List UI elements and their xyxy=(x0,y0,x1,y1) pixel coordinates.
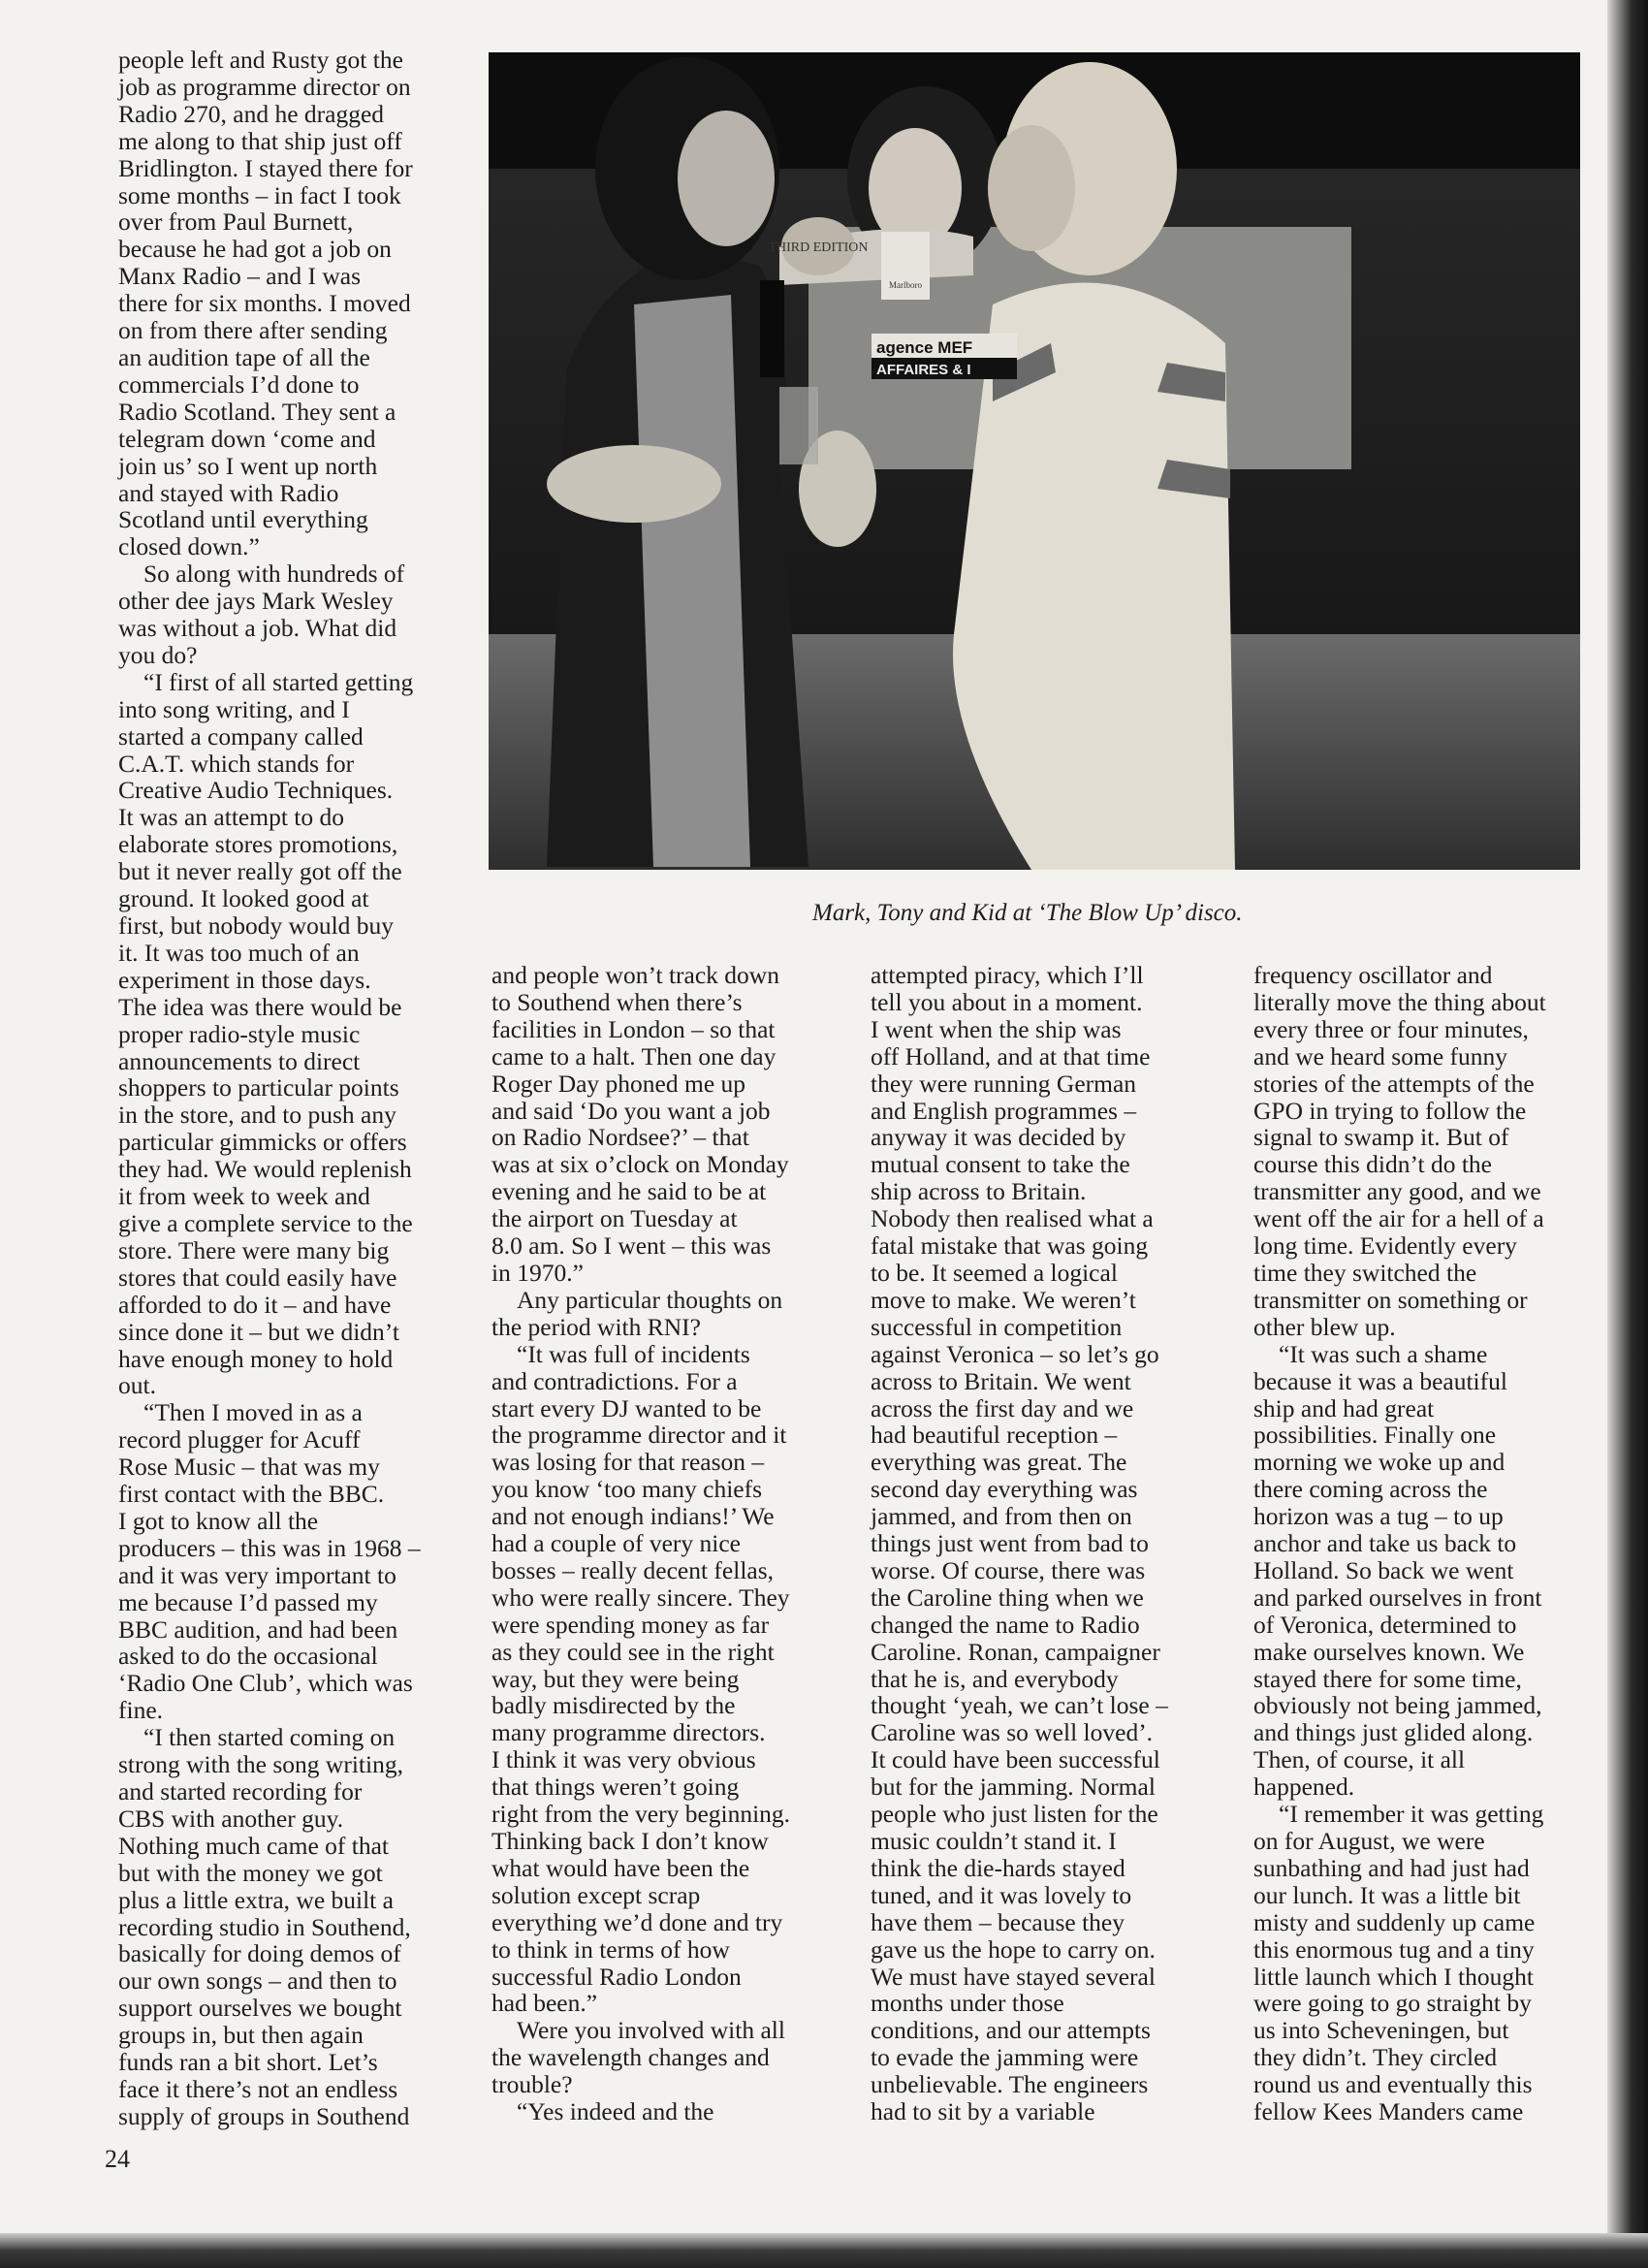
text-line: and stayed with Radio xyxy=(118,478,339,507)
text-line: months under those xyxy=(871,1989,1064,2018)
text-line: it from week to week and xyxy=(118,1182,370,1211)
page-number: 24 xyxy=(105,2145,130,2173)
text-line: transmitter on something or xyxy=(1253,1285,1528,1314)
text-line: it. It was too much of an xyxy=(118,938,360,967)
text-line: on for August, we were xyxy=(1253,1827,1485,1855)
text-line: they were running German xyxy=(871,1069,1137,1098)
text-line: elaborate stores promotions, xyxy=(118,830,398,859)
paragraph xyxy=(1253,962,1546,1341)
text-line: the period with RNI? xyxy=(491,1312,701,1341)
text-line: sunbathing and had just had xyxy=(1253,1853,1530,1882)
text-line: start every DJ wanted to be xyxy=(491,1393,762,1422)
text-line: fatal mistake that was going xyxy=(871,1231,1149,1261)
text-line: on Radio Nordsee?’ – that xyxy=(491,1123,749,1152)
photo-three-men-at-bar xyxy=(489,52,1580,870)
text-line: anyway it was decided by xyxy=(871,1123,1126,1152)
text-line: Bridlington. I stayed there for xyxy=(118,153,413,182)
text-line: ship and had great xyxy=(1253,1393,1435,1422)
text-line: asked to do the occasional xyxy=(118,1642,378,1671)
text-line: literally move the thing about xyxy=(1253,987,1546,1016)
text-line: second day everything was xyxy=(871,1475,1138,1504)
text-line: had beautiful reception – xyxy=(871,1421,1118,1450)
text-line: long time. Evidently every xyxy=(1253,1231,1517,1261)
text-line: there coming across the xyxy=(1253,1475,1488,1504)
text-line: strong with the song writing, xyxy=(118,1750,403,1779)
text-line: time they switched the xyxy=(1253,1258,1477,1287)
text-line: had a couple of very nice xyxy=(491,1529,742,1558)
text-line: the Caroline thing when we xyxy=(871,1582,1144,1612)
text-line: signal to swamp it. But of xyxy=(1253,1123,1509,1152)
text-line: mutual consent to take the xyxy=(871,1150,1130,1179)
text-line: face it there’s not an endless xyxy=(118,2074,398,2103)
text-line: Nothing much came of that xyxy=(118,1831,390,1860)
text-line: first contact with the BBC. xyxy=(118,1480,385,1509)
text-line: “It was full of incidents xyxy=(517,1339,750,1368)
text-line: and said ‘Do you want a job xyxy=(491,1096,771,1125)
text-line: ground. It looked good at xyxy=(118,884,369,913)
text-line: of Veronica, determined to xyxy=(1253,1610,1517,1639)
text-line: plus a little extra, we built a xyxy=(118,1885,394,1914)
text-line: some months – in fact I took xyxy=(118,180,401,209)
text-line: changed the name to Radio xyxy=(871,1610,1140,1639)
text-line: this enormous tug and a tiny xyxy=(1253,1934,1535,1964)
text-line: little launch which I thought xyxy=(1253,1962,1534,1991)
text-line: morning we woke up and xyxy=(1253,1448,1505,1477)
text-line: move to make. We weren’t xyxy=(871,1285,1136,1314)
text-line: were going to go straight by xyxy=(1253,1989,1532,2018)
text-line: they had. We would replenish xyxy=(118,1155,412,1184)
text-column-3 xyxy=(871,962,1168,2125)
text-line: “I remember it was getting xyxy=(1279,1800,1544,1829)
text-line: every three or four minutes, xyxy=(1253,1014,1529,1043)
sign-marlboro: Marlboro xyxy=(889,280,922,290)
text-line: experiment in those days. xyxy=(118,965,371,994)
text-line: Rose Music – that was my xyxy=(118,1453,380,1482)
text-line: shoppers to particular points xyxy=(118,1073,399,1102)
text-line: I got to know all the xyxy=(118,1506,319,1535)
text-line: horizon was a tug – to up xyxy=(1253,1502,1504,1531)
text-line: We must have stayed several xyxy=(871,1962,1156,1991)
paragraph xyxy=(491,2098,790,2125)
text-line: in the store, and to push any xyxy=(118,1101,396,1130)
paragraph xyxy=(118,1724,421,2130)
text-line: in 1970.” xyxy=(491,1258,584,1287)
text-line: facilities in London – so that xyxy=(491,1014,776,1043)
text-column-4 xyxy=(1253,962,1546,2125)
text-line: and it was very important to xyxy=(118,1560,396,1589)
text-line: because it was a beautiful xyxy=(1253,1366,1507,1395)
text-line: our lunch. It was a little bit xyxy=(1253,1880,1521,1909)
text-line: out. xyxy=(118,1371,156,1400)
text-line: It was an attempt to do xyxy=(118,803,344,832)
text-line: basically for doing demos of xyxy=(118,1939,401,1968)
text-line: you know ‘too many chiefs xyxy=(491,1475,763,1504)
paragraph xyxy=(118,669,421,1399)
text-line: and we heard some funny xyxy=(1253,1041,1507,1070)
text-line: jammed, and from then on xyxy=(871,1502,1132,1531)
text-line: came to a halt. Then one day xyxy=(491,1041,776,1070)
text-line: store. There were many big xyxy=(118,1235,390,1264)
text-line: other blew up. xyxy=(1253,1312,1396,1341)
scan-edge-bottom xyxy=(0,2233,1648,2268)
text-line: conditions, and our attempts xyxy=(871,2016,1151,2045)
paragraph xyxy=(871,962,1168,2125)
text-line: give a complete service to the xyxy=(118,1208,413,1237)
text-line: and English programmes – xyxy=(871,1096,1137,1125)
text-line: Roger Day phoned me up xyxy=(491,1069,746,1098)
text-line: possibilities. Finally one xyxy=(1253,1421,1497,1450)
text-line: bosses – really decent fellas, xyxy=(491,1555,775,1584)
text-line: music couldn’t stand it. I xyxy=(871,1827,1117,1855)
text-line: proper radio-style music xyxy=(118,1019,361,1048)
text-line: Then, of course, it all xyxy=(1253,1745,1466,1774)
text-line: tuned, and it was lovely to xyxy=(871,1880,1132,1909)
text-line: Holland. So back we went xyxy=(1253,1555,1514,1584)
text-line: producers – this was in 1968 – xyxy=(118,1533,421,1562)
text-line: worse. Of course, there was xyxy=(871,1555,1146,1584)
text-line: and contradictions. For a xyxy=(491,1366,738,1395)
text-line: obviously not being jammed, xyxy=(1253,1691,1542,1720)
text-line: I went when the ship was xyxy=(871,1014,1122,1043)
text-line: badly misdirected by the xyxy=(491,1691,736,1720)
text-line: me along to that ship just off xyxy=(118,126,402,155)
text-line: everything we’d done and try xyxy=(491,1907,783,1936)
text-line: supply of groups in Southend xyxy=(118,2101,410,2130)
text-line: and things just glided along. xyxy=(1253,1718,1534,1747)
text-line: Thinking back I don’t know xyxy=(491,1827,769,1855)
text-line: was losing for that reason – xyxy=(491,1448,765,1477)
text-line: The idea was there would be xyxy=(118,992,402,1021)
text-line: the wavelength changes and xyxy=(491,2043,770,2072)
text-line: have them – because they xyxy=(871,1907,1125,1936)
text-line: solution except scrap xyxy=(491,1880,701,1909)
text-line: trouble? xyxy=(491,2070,573,2099)
text-line: way, but they were being xyxy=(491,1664,740,1693)
text-line: round us and eventually this xyxy=(1253,2070,1533,2099)
paragraph xyxy=(1253,1801,1546,2125)
text-line: It could have been successful xyxy=(871,1745,1160,1774)
text-line: So along with hundreds of xyxy=(143,559,405,589)
text-line: things just went from bad to xyxy=(871,1529,1149,1558)
text-line: 8.0 am. So I went – this was xyxy=(491,1231,772,1261)
paragraph xyxy=(491,962,790,1287)
text-line: was without a job. What did xyxy=(118,614,397,643)
text-line: announcements to direct xyxy=(118,1046,361,1075)
text-line: “I then started coming on xyxy=(143,1723,396,1752)
text-line: Creative Audio Techniques. xyxy=(118,776,394,805)
text-line: everything was great. The xyxy=(871,1448,1127,1477)
text-line: tell you about in a moment. xyxy=(871,987,1143,1016)
text-line: ‘Radio One Club’, which was xyxy=(118,1669,413,1698)
text-line: think the die-hards stayed xyxy=(871,1853,1125,1882)
text-line: Caroline. Ronan, campaigner xyxy=(871,1637,1160,1666)
text-line: across to Britain. We went xyxy=(871,1366,1131,1395)
text-line: ship across to Britain. xyxy=(871,1177,1087,1206)
text-line: frequency oscillator and xyxy=(1253,961,1493,989)
text-line: started a company called xyxy=(118,721,364,751)
text-line: over from Paul Burnett, xyxy=(118,208,354,237)
text-line: to Southend when there’s xyxy=(491,987,743,1016)
text-line: right from the very beginning. xyxy=(491,1800,791,1829)
text-line: and started recording for xyxy=(118,1777,363,1805)
text-line: because he had got a job on xyxy=(118,235,392,264)
paragraph xyxy=(118,47,421,560)
text-line: CBS with another guy. xyxy=(118,1804,344,1833)
text-line: evening and he said to be at xyxy=(491,1177,767,1206)
sign-affaires: AFFAIRES & I xyxy=(876,362,971,378)
text-line: first, but nobody would buy xyxy=(118,911,395,940)
text-line: people left and Rusty got the xyxy=(118,46,403,74)
text-line: to think in terms of how xyxy=(491,1934,730,1964)
text-line: the programme director and it xyxy=(491,1421,787,1450)
text-line: me because I’d passed my xyxy=(118,1587,378,1616)
text-line: Nobody then realised what a xyxy=(871,1204,1154,1233)
text-line: what would have been the xyxy=(491,1853,750,1882)
text-line: recording studio in Southend, xyxy=(118,1912,411,1941)
text-line: have enough money to hold xyxy=(118,1344,394,1373)
text-line: “It was such a shame xyxy=(1279,1339,1488,1368)
text-line: there for six months. I moved xyxy=(118,289,411,318)
paragraph xyxy=(118,560,421,669)
text-line: Radio Scotland. They sent a xyxy=(118,397,396,426)
text-line: and not enough indians!’ We xyxy=(491,1502,775,1531)
text-column-1 xyxy=(118,47,421,2130)
paragraph xyxy=(491,2017,790,2098)
text-line: attempted piracy, which I’ll xyxy=(871,961,1144,989)
text-line: GPO in trying to follow the xyxy=(1253,1096,1527,1125)
text-line: “I first of all started getting xyxy=(143,667,414,696)
text-line: join us’ so I went up north xyxy=(118,451,378,480)
text-line: against Veronica – so let’s go xyxy=(871,1339,1159,1368)
text-line: telegram down ‘come and xyxy=(118,424,376,453)
text-line: course this didn’t do the xyxy=(1253,1150,1492,1179)
text-line: an audition tape of all the xyxy=(118,342,370,371)
text-line: support ourselves we bought xyxy=(118,1994,402,2023)
text-line: stores that could easily have xyxy=(118,1262,397,1292)
text-line: thought ‘yeah, we can’t lose – xyxy=(871,1691,1168,1720)
text-line: stories of the attempts of the xyxy=(1253,1069,1535,1098)
text-line: gave us the hope to carry on. xyxy=(871,1934,1156,1964)
text-line: Manx Radio – and I was xyxy=(118,262,361,291)
text-line: but it never really got off the xyxy=(118,857,402,886)
text-line: us into Scheveningen, but xyxy=(1253,2016,1509,2045)
text-line: had been.” xyxy=(491,1989,598,2018)
text-line: BBC audition, and had been xyxy=(118,1614,398,1644)
text-line: C.A.T. which stands for xyxy=(118,749,355,778)
paragraph xyxy=(491,1287,790,1341)
text-line: our own songs – and then to xyxy=(118,1966,397,1996)
text-line: Radio 270, and he dragged xyxy=(118,99,385,128)
text-line: anchor and take us back to xyxy=(1253,1529,1517,1558)
text-line: commercials I’d done to xyxy=(118,369,360,399)
text-line: that he is, and everybody xyxy=(871,1664,1119,1693)
text-line: as they could see in the right xyxy=(491,1637,775,1666)
text-line: but with the money we got xyxy=(118,1858,383,1887)
text-line: that things weren’t going xyxy=(491,1773,740,1802)
text-line: across the first day and we xyxy=(871,1393,1134,1422)
text-line: went off the air for a hell of a xyxy=(1253,1204,1544,1233)
text-line: you do? xyxy=(118,640,198,669)
text-line: misty and suddenly up came xyxy=(1253,1907,1536,1936)
text-line: who were really sincere. They xyxy=(491,1582,790,1612)
text-line: and people won’t track down xyxy=(491,961,779,989)
text-line: successful Radio London xyxy=(491,1962,742,1991)
text-line: “Yes indeed and the xyxy=(517,2097,714,2126)
text-line: stayed there for some time, xyxy=(1253,1664,1522,1693)
text-line: on from there after sending xyxy=(118,316,388,345)
text-line: many programme directors. xyxy=(491,1718,766,1747)
text-line: make ourselves known. We xyxy=(1253,1637,1525,1666)
text-line: and parked ourselves in front xyxy=(1253,1582,1542,1612)
scan-edge-right xyxy=(1607,0,1648,2268)
text-line: Any particular thoughts on xyxy=(517,1285,783,1314)
text-line: closed down.” xyxy=(118,532,260,561)
text-line: into song writing, and I xyxy=(118,694,350,723)
text-line: other dee jays Mark Wesley xyxy=(118,587,394,616)
text-line: record plugger for Acuff xyxy=(118,1425,361,1454)
text-line: afforded to do it – and have xyxy=(118,1290,392,1319)
text-line: since done it – but we didn’t xyxy=(118,1317,399,1346)
text-line: unbelievable. The engineers xyxy=(871,2070,1149,2099)
text-line: off Holland, and at that time xyxy=(871,1041,1151,1070)
text-line: funds ran a bit short. Let’s xyxy=(118,2048,378,2077)
photo-illustration xyxy=(489,52,1580,870)
text-line: transmitter any good, and we xyxy=(1253,1177,1541,1206)
text-line: happened. xyxy=(1253,1773,1355,1802)
text-line: people who just listen for the xyxy=(871,1800,1158,1829)
text-line: to be. It seemed a logical xyxy=(871,1258,1118,1287)
text-line: I think it was very obvious xyxy=(491,1745,756,1774)
paragraph xyxy=(118,1399,421,1724)
text-line: had to sit by a variable xyxy=(871,2097,1095,2126)
text-line: fellow Kees Manders came xyxy=(1253,2097,1524,2126)
text-line: particular gimmicks or offers xyxy=(118,1128,407,1157)
text-line: “Then I moved in as a xyxy=(143,1398,363,1427)
sign-agence-mef: agence MEF xyxy=(876,338,973,357)
text-line: successful in competition xyxy=(871,1312,1123,1341)
text-line: groups in, but then again xyxy=(118,2021,364,2050)
paragraph xyxy=(1253,1341,1546,1801)
text-line: they didn’t. They circled xyxy=(1253,2043,1498,2072)
photo-caption: Mark, Tony and Kid at ‘The Blow Up’ disco. xyxy=(812,900,1243,926)
text-line: Caroline was so well loved’. xyxy=(871,1718,1154,1747)
text-line: to evade the jamming were xyxy=(871,2043,1139,2072)
text-line: fine. xyxy=(118,1696,164,1725)
text-line: job as programme director on xyxy=(118,72,411,101)
text-line: Were you involved with all xyxy=(517,2016,785,2045)
sign-third-edition: THIRD EDITION xyxy=(768,240,869,255)
text-line: Scotland until everything xyxy=(118,505,368,534)
text-line: was at six o’clock on Monday xyxy=(491,1150,789,1179)
text-line: the airport on Tuesday at xyxy=(491,1204,738,1233)
text-line: were spending money as far xyxy=(491,1610,770,1639)
text-line: but for the jamming. Normal xyxy=(871,1773,1156,1802)
paragraph xyxy=(491,1341,790,2018)
text-column-2 xyxy=(491,962,790,2125)
